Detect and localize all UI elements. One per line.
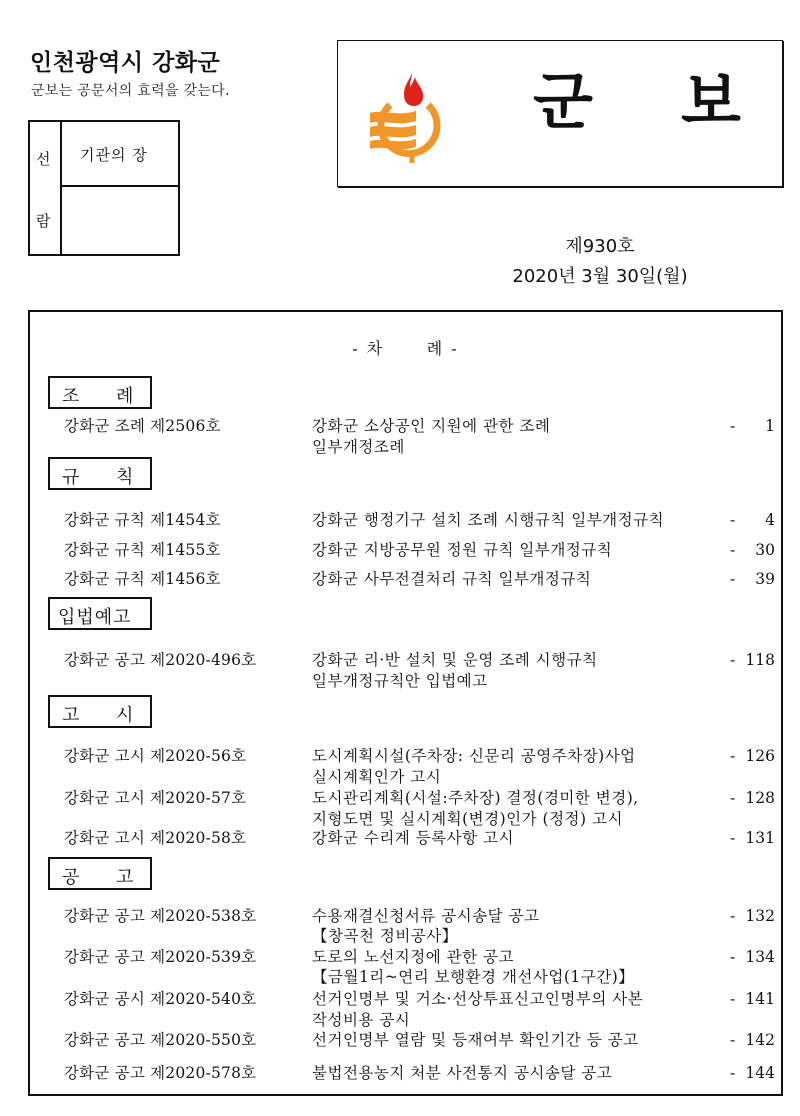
entry-number: 강화군 공고 제2020-550호 bbox=[64, 1031, 257, 1049]
entry-number: 강화군 규칙 제1456호 bbox=[64, 570, 221, 588]
section-heading-public-notice bbox=[48, 695, 152, 728]
entry-page: 132 bbox=[745, 907, 775, 925]
masthead-char-1: 군 bbox=[533, 65, 593, 138]
circulation-cell-label: 기관의 장 bbox=[80, 146, 148, 164]
entry-page: 144 bbox=[745, 1064, 775, 1082]
issue-number: 제930호 bbox=[565, 236, 635, 257]
entry-page: 1 bbox=[765, 417, 775, 435]
page-dash: - bbox=[730, 1064, 736, 1082]
circulation-box bbox=[28, 120, 180, 256]
entry-page: 141 bbox=[745, 990, 775, 1008]
section-heading-ordinance bbox=[48, 376, 152, 409]
section-label-part: 고 bbox=[62, 705, 80, 726]
page-dash: - bbox=[730, 789, 736, 807]
entry-page: 142 bbox=[745, 1031, 775, 1049]
entry-title-line: 강화군 수리계 등록사항 고시 bbox=[312, 829, 514, 847]
circulation-label-top: 선 bbox=[36, 150, 51, 168]
entry-title-line: 도시관리계획(시설:주차장) 결정(경미한 변경), bbox=[312, 789, 639, 807]
issue-date: 2020년 3월 30일(월) bbox=[512, 266, 688, 287]
entry-number: 강화군 공고 제2020-538호 bbox=[64, 907, 257, 925]
toc-title: - 차 례 - bbox=[352, 339, 459, 358]
entry-title-line: 일부개정조례 bbox=[312, 438, 405, 456]
entry-title-line: 【창곡천 정비공사】 bbox=[312, 927, 458, 945]
page-dash: - bbox=[730, 829, 736, 847]
entry-title-line: 일부개정규칙안 입법예고 bbox=[312, 672, 488, 690]
circulation-cell-head bbox=[62, 122, 178, 187]
entry-title-line: 도로의 노선지정에 관한 공고 bbox=[312, 948, 514, 966]
circulation-label-bottom: 람 bbox=[36, 212, 51, 230]
entry-page: 134 bbox=[745, 948, 775, 966]
gwanghwa-county-emblem-icon bbox=[368, 71, 456, 167]
entry-title-line: 강화군 지방공무원 정원 규칙 일부개정규칙 bbox=[312, 541, 613, 559]
page-dash: - bbox=[730, 747, 736, 765]
page-dash: - bbox=[730, 511, 736, 529]
entry-page: 131 bbox=[745, 829, 775, 847]
entry-number: 강화군 공고 제2020-496호 bbox=[64, 651, 257, 669]
section-heading-legislative-notice bbox=[48, 597, 152, 630]
entry-number: 강화군 공고 제2020-578호 bbox=[64, 1064, 257, 1082]
entry-number: 강화군 고시 제2020-57호 bbox=[64, 789, 247, 807]
section-label-part: 공 bbox=[62, 867, 80, 888]
section-label-part: 규 bbox=[62, 467, 80, 488]
table-of-contents bbox=[28, 310, 783, 1096]
circulation-cell-signature bbox=[62, 187, 178, 254]
entry-title-line: 도시계획시설(주차장: 신문리 공영주차장)사업 bbox=[312, 747, 636, 765]
masthead-char-2: 보 bbox=[681, 65, 741, 138]
section-label-part: 입법예고 bbox=[58, 607, 132, 628]
page-dash: - bbox=[730, 907, 736, 925]
entry-title-line: 작성비용 공시 bbox=[312, 1011, 411, 1029]
entry-title-line: 불법전용농지 처분 사전통지 공시송달 공고 bbox=[312, 1064, 613, 1082]
section-heading-rule bbox=[48, 457, 152, 490]
entry-number: 강화군 고시 제2020-56호 bbox=[64, 747, 247, 765]
entry-page: 126 bbox=[745, 747, 775, 765]
section-heading-announcement bbox=[48, 857, 152, 890]
entry-number: 강화군 공시 제2020-540호 bbox=[64, 990, 257, 1008]
entry-title-line: 【금월1리~연리 보행환경 개선사업(1구간)】 bbox=[312, 968, 635, 986]
circulation-label-column bbox=[30, 122, 62, 254]
page-dash: - bbox=[730, 651, 736, 669]
page-dash: - bbox=[730, 1031, 736, 1049]
entry-number: 강화군 고시 제2020-58호 bbox=[64, 829, 247, 847]
org-subtitle: 군보는 공문서의 효력을 갖는다. bbox=[31, 83, 230, 99]
section-label-part: 칙 bbox=[116, 467, 134, 488]
entry-number: 강화군 조례 제2506호 bbox=[64, 417, 221, 435]
page-dash: - bbox=[730, 570, 736, 588]
entry-page: 30 bbox=[755, 541, 775, 559]
entry-page: 118 bbox=[745, 651, 775, 669]
entry-title-line: 지형도면 및 실시계획(변경)인가 (정정) 고시 bbox=[312, 810, 623, 828]
page-dash: - bbox=[730, 990, 736, 1008]
entry-number: 강화군 규칙 제1454호 bbox=[64, 511, 221, 529]
entry-title-line: 강화군 리·반 설치 및 운영 조례 시행규칙 bbox=[312, 651, 598, 669]
org-title: 인천광역시 강화군 bbox=[30, 50, 221, 76]
entry-page: 39 bbox=[755, 570, 775, 588]
entry-page: 128 bbox=[745, 789, 775, 807]
entry-title-line: 수용재결신청서류 공시송달 공고 bbox=[312, 907, 540, 925]
section-label-part: 시 bbox=[116, 705, 134, 726]
page-dash: - bbox=[730, 417, 736, 435]
page-dash: - bbox=[730, 541, 736, 559]
masthead bbox=[337, 40, 783, 187]
section-label-part: 례 bbox=[116, 386, 134, 407]
entry-title-line: 강화군 행정기구 설치 조례 시행규칙 일부개정규칙 bbox=[312, 511, 665, 529]
entry-page: 4 bbox=[765, 511, 775, 529]
entry-title-line: 강화군 소상공인 지원에 관한 조례 bbox=[312, 417, 551, 435]
entry-title-line: 실시계획인가 고시 bbox=[312, 768, 442, 786]
entry-title-line: 선거인명부 및 거소·선상투표신고인명부의 사본 bbox=[312, 990, 644, 1008]
entry-title-line: 선거인명부 열람 및 등재여부 확인기간 등 공고 bbox=[312, 1031, 639, 1049]
section-label-part: 조 bbox=[62, 386, 80, 407]
entry-title-line: 강화군 사무전결처리 규칙 일부개정규칙 bbox=[312, 570, 592, 588]
page-dash: - bbox=[730, 948, 736, 966]
entry-number: 강화군 공고 제2020-539호 bbox=[64, 948, 257, 966]
entry-number: 강화군 규칙 제1455호 bbox=[64, 541, 221, 559]
section-label-part: 고 bbox=[116, 867, 134, 888]
